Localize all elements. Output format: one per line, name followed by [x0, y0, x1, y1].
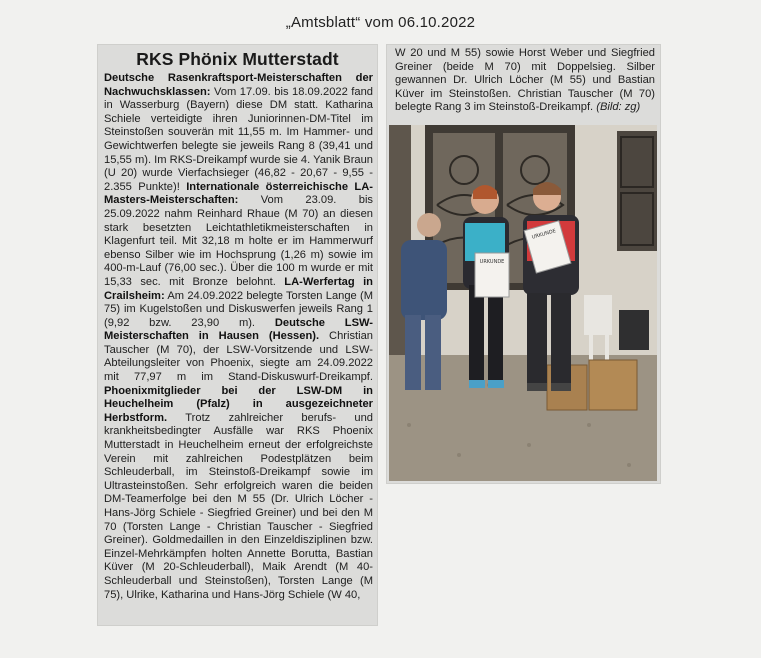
article-left-column	[97, 44, 378, 626]
certificate-right-text: URKUNDE	[531, 228, 557, 241]
photo-credit: (Bild: zg)	[596, 101, 641, 114]
article-headline: RKS Phönix Mutterstadt	[136, 49, 339, 69]
section-text-heuchelheim: Trotz zahlreicher berufs- und krankheitsbedingter Ausfälle war RKS Phoenix Mutterstadt in Heuchelheim erneut der erfolgreichste Verein mit zahlreichen Podestplätzen beim Schleuderball, im Steinstoß-Dreikampf sowie im Ultrasteinstoßen. Sehr erfolgreich waren die beiden DM-Teamerfolge bei den M 55 (Dr. Ulrich Löcher - Hans-Jörg Schiele - Siegfried Greiner) und bei den M 70 (Torsten Lange - Christian Tauscher - Siegfried Greiner). Goldmedaillen in den Einzeldisziplinen bzw. Einzel-Mehrkämpfen holten Annette Borutta, Bastian Küver (M 20-Schleuderball), Maik Arendt (M 40-Schleuderball und Steinstoßen), Torsten Lange (M 75), Ulrike, Katharina und Hans-Jörg Schiele (W 40,	[104, 411, 373, 601]
section-heading-heuchelheim: Phoenixmitglieder bei der LSW-DM in Heuchelheim (Pfalz) in ausgezeichneter Herbstform.	[104, 384, 373, 424]
photo-illustration	[389, 125, 657, 481]
article-body	[98, 72, 377, 602]
section-text-crailsheim: Am 24.09.2022 belegte Torsten Lange (M 75) im Kugelstoßen und Diskuswerfen jeweils Rang 1 (9,92 bzw. 23,90 m).	[104, 289, 373, 329]
continuation-text: W 20 und M 55) sowie Horst Weber und Siegfried Greiner (beide M 70) mit Doppelsieg. Silber gewannen Dr. Ulrich Löcher (M 55) und Bastian Küver im Steinstoßen. Christian Tauscher (M 70) belegte Rang 3 im Steinstoß-Dreikampf.	[395, 47, 655, 114]
certificate-left-text: URKUNDE	[479, 259, 505, 265]
section-heading-austria-masters: Internationale österreichische LA-Masters-Meisterschaften:	[104, 180, 373, 207]
article-continuation	[387, 45, 660, 115]
section-heading-crailsheim: LA-Werfertag in Crailsheim:	[104, 275, 373, 302]
section-heading-lsw-hausen: Deutsche LSW-Meisterschaften in Hausen (Hessen).	[104, 316, 374, 343]
section-text-lsw-hausen: Christian Tauscher (M 70), der LSW-Vorsitzende und LSW-Abteilungsleiter von Phoenix, siegte am 24.09.2022 mit 77,97 m im Stand-Diskuswurf-Dreikampf.	[104, 330, 373, 384]
section-text-rasenkraftsport: Vom 17.09. bis 18.09.2022 fand in Wasserburg (Bayern) diese DM statt. Katharina Schiele verteidigte ihren Juniorinnen-DM-Titel im Steinstoßen souverän mit 11,55 m. Im Hammer- und Gewichtwerfen belegte sie jeweils Rang 8 (39,41 und 15,55 m). Im RKS-Dreikampf wurde sie 4. Yanik Braun (U 20) wurde Vierfachsieger (46,82 - 20,67 - 9,55 - 2.355 Punkte)!	[104, 85, 373, 193]
athletes-photo	[389, 125, 657, 481]
section-text-austria-masters: Vom 23.09. bis 25.09.2022 nahm Reinhard Rhaue (M 70) an diesen stark besetzten Leichtathletikmeisterschaften in Klagenfurt teil. Mit 32,18 m holte er im Hammerwurf ebenso Silber wie im Hochsprung (1,26 m) sowie im 400-m-Lauf (76,00 sec.). Über die 100 m wurde er mit 15,33 sec. mit Bronze belohnt.	[104, 194, 373, 288]
section-heading-rasenkraftsport: Deutsche Rasenkraftsport-Meisterschaften der Nachwuchsklassen:	[104, 72, 373, 98]
newspaper-source-header: „Amtsblatt“ vom 06.10.2022	[285, 14, 476, 31]
article-right-column	[386, 44, 661, 484]
